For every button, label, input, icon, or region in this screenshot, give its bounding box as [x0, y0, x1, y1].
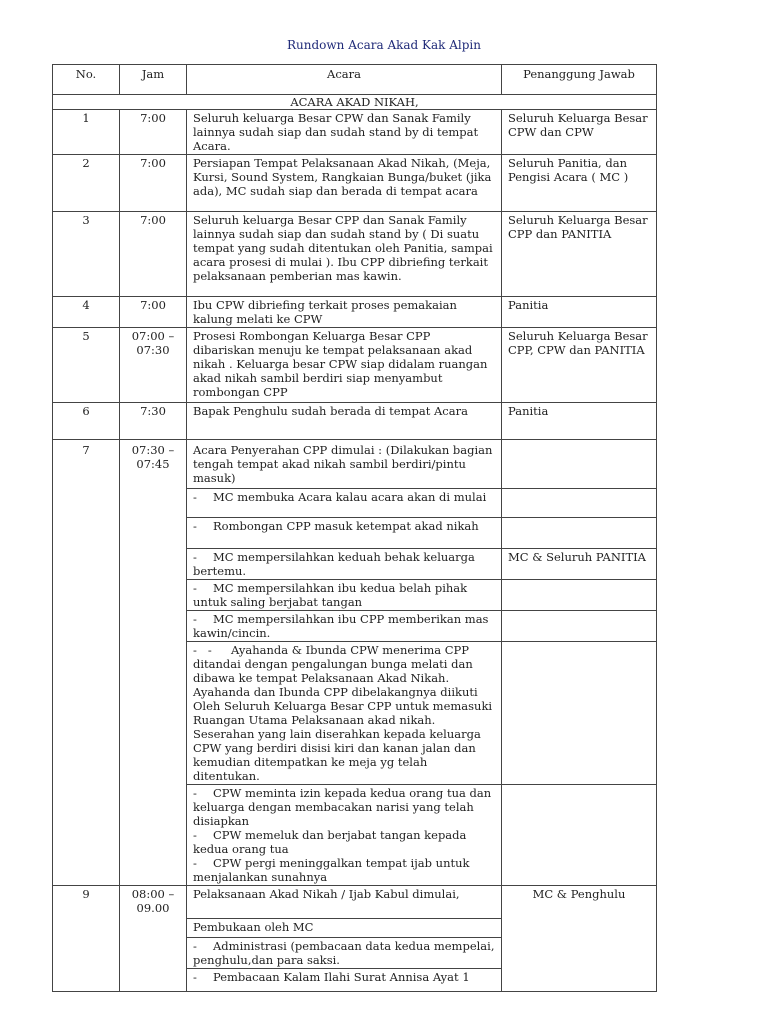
row-no: 4 — [53, 297, 120, 328]
sub-item-text: CPW meminta izin kepada kedua orang tua dan keluarga dengan membacakan narisi yang telah disiapkan — [193, 786, 492, 828]
row-jam: 7:00 — [120, 155, 187, 212]
row-pj — [502, 440, 657, 489]
list-dash: - — [193, 856, 197, 870]
list-dash: - — [193, 550, 197, 564]
row-no: 6 — [53, 403, 120, 440]
row-jam: 07:00 – 07:30 — [120, 328, 187, 403]
sub-item — [187, 969, 502, 992]
document-title: Rundown Acara Akad Kak Alpin — [286, 38, 481, 52]
row-pj: Panitia — [502, 297, 657, 328]
sub-item-text: MC mempersilahkan ibu CPP memberikan mas kawin/cincin. — [193, 612, 489, 640]
header-acara: Acara — [187, 65, 502, 95]
row-pj: Seluruh Keluarga Besar CPW dan CPW — [502, 110, 657, 155]
row-no: 1 — [53, 110, 120, 155]
row-no: 2 — [53, 155, 120, 212]
row-acara: Seluruh keluarga Besar CPW dan Sanak Family lainnya sudah siap dan sudah stand by di tempat Acara. — [187, 110, 502, 155]
section-row — [53, 95, 657, 110]
sub-item-text: MC mempersilahkan ibu kedua belah pihak untuk saling berjabat tangan — [193, 581, 468, 609]
row-jam: 07:30 – 07:45 — [120, 440, 187, 886]
list-dash: - - — [193, 643, 212, 657]
header-jam: Jam — [120, 65, 187, 95]
row-pj — [502, 611, 657, 642]
sub-item — [187, 518, 502, 549]
row-pj: Panitia — [502, 403, 657, 440]
row-acara: Pelaksanaan Akad Nikah / Ijab Kabul dimulai, — [187, 886, 502, 919]
sub-item-text: CPW pergi meninggalkan tempat ijab untuk menjalankan sunahnya — [193, 856, 470, 884]
list-dash: - — [193, 519, 197, 533]
row-acara: Prosesi Rombongan Keluarga Besar CPP dibariskan menuju ke tempat pelaksanaan akad nikah . Keluarga besar CPW siap didalam ruangan akad nikah sambil berdiri siap menyambut rombongan CPP — [187, 328, 502, 403]
row-no: 9 — [53, 886, 120, 992]
sub-item-text: Administrasi (pembacaan data kedua mempelai, penghulu,dan para saksi. — [193, 939, 495, 967]
table-row — [53, 886, 657, 919]
row-no: 5 — [53, 328, 120, 403]
row-jam: 08:00 – 09.00 — [120, 886, 187, 992]
row-pj — [502, 518, 657, 549]
sub-item — [187, 549, 502, 580]
list-dash: - — [193, 970, 197, 984]
sub-item: Pembukaan oleh MC — [187, 919, 502, 938]
list-item — [193, 856, 495, 884]
sub-item-text: CPW memeluk dan berjabat tangan kepada kedua orang tua — [193, 828, 467, 856]
row-acara: Persiapan Tempat Pelaksanaan Akad Nikah, (Meja, Kursi, Sound System, Rangkaian Bunga/buket (jika ada), MC sudah siap dan berada di tempat acara — [187, 155, 502, 212]
row-jam: 7:30 — [120, 403, 187, 440]
sub-item — [187, 785, 502, 886]
row-jam: 7:00 — [120, 110, 187, 155]
row-pj: Seluruh Keluarga Besar CPP, CPW dan PANITIA — [502, 328, 657, 403]
list-dash: - — [193, 939, 197, 953]
row-no: 7 — [53, 440, 120, 886]
row-pj — [502, 580, 657, 611]
sub-item — [187, 580, 502, 611]
row-jam: 7:00 — [120, 297, 187, 328]
table-row — [53, 328, 657, 403]
table-header-row — [53, 65, 657, 95]
table-row — [53, 110, 657, 155]
sub-item-text: Ayahanda & Ibunda CPW menerima CPP ditandai dengan pengalungan bunga melati dan dibawa ke tempat Pelaksanaan Akad Nikah. Ayahanda dan Ibunda CPP dibelakangnya diikuti Oleh Seluruh Keluarga Besar CPP untuk memasuki Ruangan Utama Pelaksanaan akad nikah. Seserahan yang lain diserahkan kepada keluarga CPW yang berdiri disisi kiri dan kanan jalan dan kemudian ditempatkan ke meja yg telah ditentukan. — [193, 643, 493, 783]
header-no: No. — [53, 65, 120, 95]
sub-item — [187, 489, 502, 518]
list-dash: - — [193, 786, 197, 800]
sub-item-text: MC membuka Acara kalau acara akan di mulai — [213, 490, 487, 504]
list-item — [193, 786, 495, 828]
list-dash: - — [193, 581, 197, 595]
table-row — [53, 212, 657, 297]
row-pj — [502, 489, 657, 518]
row-pj — [502, 642, 657, 785]
table-row — [53, 403, 657, 440]
list-dash: - — [193, 490, 197, 504]
sub-item — [187, 611, 502, 642]
sub-item — [187, 938, 502, 969]
table-row — [53, 297, 657, 328]
row-pj: MC & Seluruh PANITIA — [502, 549, 657, 580]
section-title: ACARA AKAD NIKAH, — [53, 95, 657, 110]
sub-item-text: Rombongan CPP masuk ketempat akad nikah — [213, 519, 479, 533]
row-jam: 7:00 — [120, 212, 187, 297]
row-pj: Seluruh Keluarga Besar CPP dan PANITIA — [502, 212, 657, 297]
row-pj — [502, 785, 657, 886]
row-acara: Bapak Penghulu sudah berada di tempat Acara — [187, 403, 502, 440]
table-row — [53, 440, 657, 489]
row-acara: Seluruh keluarga Besar CPP dan Sanak Family lainnya sudah siap dan sudah stand by ( Di suatu tempat yang sudah ditentukan oleh Panitia, sampai acara prosesi di mulai ). Ibu CPP dibriefing terkait pelaksanaan pemberian mas kawin. — [187, 212, 502, 297]
list-dash: - — [193, 612, 197, 626]
sub-item-text: MC mempersilahkan keduah behak keluarga bertemu. — [193, 550, 475, 578]
rundown-table — [52, 64, 657, 992]
list-dash: - — [193, 828, 197, 842]
row-pj: Seluruh Panitia, dan Pengisi Acara ( MC ) — [502, 155, 657, 212]
table-row — [53, 155, 657, 212]
row-acara: Acara Penyerahan CPP dimulai : (Dilakukan bagian tengah tempat akad nikah sambil berdiri/pintu masuk) — [187, 440, 502, 489]
row-pj: MC & Penghulu — [502, 886, 657, 992]
list-item — [193, 828, 495, 856]
header-pj: Penanggung Jawab — [502, 65, 657, 95]
sub-item — [187, 642, 502, 785]
row-acara: Ibu CPW dibriefing terkait proses pemakaian kalung melati ke CPW — [187, 297, 502, 328]
row-no: 3 — [53, 212, 120, 297]
sub-item-text: Pembacaan Kalam Ilahi Surat Annisa Ayat 1 — [213, 970, 470, 984]
